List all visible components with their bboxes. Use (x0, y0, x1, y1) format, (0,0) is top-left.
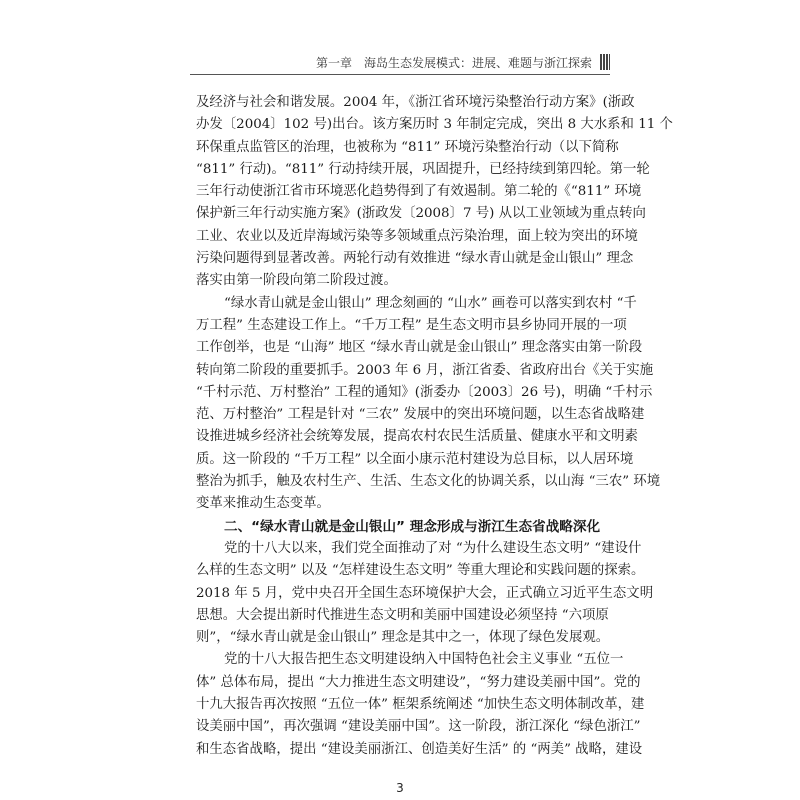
text-line: 体” 总体布局，提出 “大力推进生态文明建设”，“努力建设美丽中国”。党的 (196, 674, 641, 690)
running-head (190, 52, 610, 72)
paragraph-first-line: “绿水青山就是金山银山” 理念刻画的 “山水” 画卷可以落实到农村 “千 (224, 295, 637, 311)
paragraph-first-line: 党的十八大以来，我们党全面推动了对 “为什么建设生态文明” “建设什 (224, 540, 642, 556)
header-rule (190, 74, 610, 75)
section-heading: 二、“绿水青山就是金山银山” 理念形成与浙江生态省战略深化 (224, 518, 601, 535)
text-line: 则”，“绿水青山就是金山银山” 理念是其中之一，体现了绿色发展观。 (196, 630, 610, 646)
paragraph-first-line: 党的十八大报告把生态文明建设纳入中国特色社会主义事业 “五位一 (224, 652, 624, 668)
text-line: 质。这一阶段的 “千万工程” 以全面小康示范村建设为总目标，以人居环境 (196, 451, 634, 467)
text-line: 三年行动使浙江省市环境恶化趋势得到了有效遏制。第二轮的《“811” 环境 (196, 184, 642, 200)
text-line: 及经济与社会和谐发展。2004 年，《浙江省环境污染整治行动方案》(浙政 (196, 95, 635, 110)
text-line: 整治为抓手，触及农村生产、生活、生态文化的协调关系，以山海 “三农” 环境 (196, 474, 661, 490)
header-bar-ornament (600, 54, 610, 70)
text-line: 2018 年 5 月，党中央召开全国生态环境保护大会，正式确立习近平生态文明 (196, 585, 654, 601)
page-number: 3 (396, 781, 404, 795)
text-line: 工业、农业以及近岸海域污染等多领域重点污染治理，面上较为突出的环境 (196, 228, 638, 244)
text-line: 工作创举，也是 “山海” 地区 “绿水青山就是金山银山” 理念落实由第一阶段 (196, 340, 643, 356)
text-line: 设推进城乡经济社会统筹发展，提高农村农民生活质量、健康水平和文明素 (196, 429, 638, 445)
text-line: 万工程” 生态建设工作上。“千万工程” 是生态文明市县乡协同开展的一项 (196, 317, 627, 333)
text-line: 设美丽中国”，再次强调 “建设美丽中国”。这一阶段，浙江深化 “绿色浙江” (196, 719, 641, 735)
body-text (196, 92, 673, 761)
text-line: 和生态省战略，提出 “建设美丽浙江、创造美好生活” 的 “两美” 战略，建设 (196, 741, 643, 757)
text-line: 落实由第一阶段向第二阶段过渡。 (196, 273, 397, 289)
text-line: “811” 行动)。“811” 行动持续开展，巩固提升，已经持续到第四轮。第一轮 (196, 161, 650, 177)
text-line: “千村示范、万村整治” 工程的通知》(浙委办〔2003〕26 号)，明确 “千村示 (196, 384, 653, 400)
text-line: 转向第二阶段的重要抓手。2003 年 6 月，浙江省委、省政府出台《关于实施 (196, 362, 654, 378)
text-line: 保护新三年行动实施方案》(浙政发〔2008〕7 号) 从以工业领域为重点转向 (196, 206, 646, 222)
text-line: 范、万村整治” 工程是针对 “三农” 发展中的突出环境问题，以生态省战略建 (196, 407, 645, 423)
text-line: 污染问题得到显著改善。两轮行动有效推进 “绿水青山就是金山银山” 理念 (196, 251, 634, 267)
text-line: 么样的生态文明” 以及 “怎样建设生态文明” 等重大理论和实践问题的探索。 (196, 563, 645, 579)
text-line: 办发〔2004〕102 号)出台。该方案历时 3 年制定完成，突出 8 大水系和 11 个 (196, 117, 673, 133)
chapter-label: 第一章 (315, 55, 352, 70)
text-line: 环保重点监管区的治理，也被称为 “811” 环境污染整治行动（以下简称 (196, 139, 619, 155)
text-line: 思想。大会提出新时代推进生态文明和美丽中国建设必须坚持 “六项原 (196, 607, 609, 623)
text-line: 变革来推动生态变革。 (196, 496, 330, 512)
chapter-title: 海岛生态发展模式：进展、难题与浙江探索 (363, 55, 592, 70)
text-line: 十九大报告再次按照 “五位一体” 框架系统阐述 “加快生态文明体制改革，建 (196, 697, 645, 713)
